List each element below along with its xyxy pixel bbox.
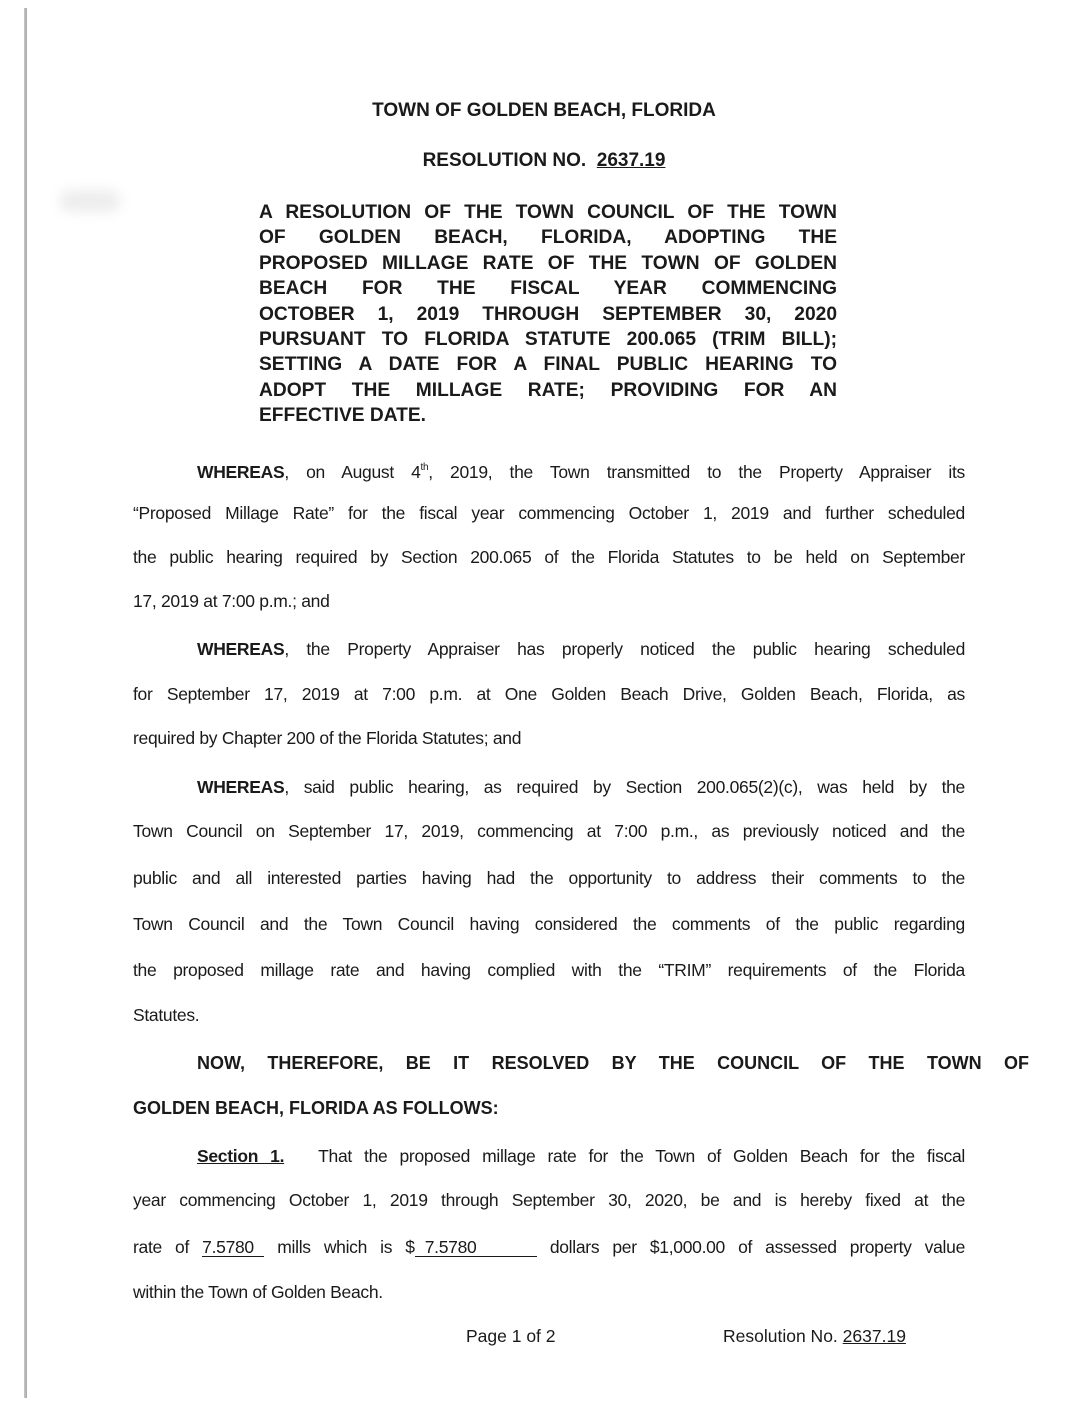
whereas-keyword: WHEREAS	[197, 777, 285, 797]
town-title: TOWN OF GOLDEN BEACH, FLORIDA	[372, 100, 716, 121]
whereas-3-line: the proposed millage rate and having complied with the “TRIM” requirements of the Florida	[133, 960, 965, 980]
dollars-value: 7.5780	[415, 1238, 537, 1257]
resolution-number: 2637.19	[596, 150, 666, 171]
footer-resolution-number: 2637.19	[842, 1326, 906, 1346]
footer-resolution	[723, 1326, 906, 1347]
whereas-keyword: WHEREAS	[197, 462, 285, 482]
whereas-1-line: “Proposed Millage Rate” for the fiscal year commencing October 1, 2019 and further scheduled	[133, 503, 965, 523]
whereas-text: , said public hearing, as required by Section 200.065(2)(c), was held by the	[284, 777, 965, 797]
mills-value: 7.5780	[202, 1238, 264, 1257]
scan-binding-edge	[24, 8, 27, 1398]
section-1-line	[133, 1237, 965, 1258]
caption-line: OF GOLDEN BEACH, FLORIDA, ADOPTING THE	[259, 227, 837, 249]
caption-line: PROPOSED MILLAGE RATE OF THE TOWN OF GOLDEN	[259, 252, 837, 274]
section-text: That the proposed millage rate for the Town of Golden Beach for the fiscal	[318, 1146, 965, 1166]
whereas-1-line: 17, 2019 at 7:00 p.m.; and	[133, 591, 330, 611]
footer-resolution-label: Resolution No.	[723, 1326, 838, 1346]
page-number: Page 1 of 2	[466, 1326, 556, 1346]
caption-line: SETTING A DATE FOR A FINAL PUBLIC HEARING TO	[259, 354, 837, 376]
resolved-clause-line: GOLDEN BEACH, FLORIDA AS FOLLOWS:	[133, 1098, 499, 1118]
whereas-text: , 2019, the Town transmitted to the Property Appraiser its	[428, 462, 965, 482]
whereas-3-line: Statutes.	[133, 1005, 200, 1025]
section-text: dollars per $1,000.00 of assessed property value	[549, 1237, 966, 1257]
section-1-line: year commencing October 1, 2019 through September 30, 2020, be and is hereby fixed at the	[133, 1190, 965, 1210]
whereas-3-line: Town Council on September 17, 2019, commencing at 7:00 p.m., as previously noticed and the	[133, 821, 965, 841]
section-text: rate of	[133, 1237, 190, 1257]
caption-line: A RESOLUTION OF THE TOWN COUNCIL OF THE TOWN	[259, 202, 837, 223]
whereas-1-line: the public hearing required by Section 200.065 of the Florida Statutes to be held on September	[133, 547, 965, 567]
whereas-1-line	[133, 462, 965, 483]
resolution-heading	[0, 150, 1088, 172]
whereas-3-line: Town Council and the Town Council having considered the comments of the public regarding	[133, 914, 965, 934]
ordinal-suffix: th	[420, 462, 429, 473]
whereas-text: , the Property Appraiser has properly noticed the public hearing scheduled	[284, 639, 965, 659]
caption-line: PURSUANT TO FLORIDA STATUTE 200.065 (TRIM BILL);	[259, 329, 837, 351]
whereas-text: , on August 4	[284, 462, 421, 482]
caption-line: ADOPT THE MILLAGE RATE; PROVIDING FOR AN	[259, 379, 837, 401]
whereas-3-line	[133, 777, 965, 798]
section-1-line: within the Town of Golden Beach.	[133, 1282, 383, 1302]
section-text: mills which is $	[277, 1237, 415, 1257]
resolution-caption	[259, 200, 837, 429]
whereas-keyword: WHEREAS	[197, 639, 285, 659]
scan-smudge	[60, 190, 120, 212]
caption-line: OCTOBER 1, 2019 THROUGH SEPTEMBER 30, 2020	[259, 303, 837, 325]
section-1-line	[133, 1146, 965, 1167]
resolution-label: RESOLUTION NO.	[422, 150, 587, 171]
whereas-2-line: required by Chapter 200 of the Florida Statutes; and	[133, 728, 522, 748]
whereas-2-line: for September 17, 2019 at 7:00 p.m. at One Golden Beach Drive, Golden Beach, Florida, as	[133, 684, 965, 704]
caption-line: BEACH FOR THE FISCAL YEAR COMMENCING	[259, 278, 837, 300]
whereas-3-line: public and all interested parties having had the opportunity to address their comments to the	[133, 868, 965, 888]
resolved-clause-line: NOW, THEREFORE, BE IT RESOLVED BY THE COUNCIL OF THE TOWN OF	[197, 1053, 1029, 1073]
whereas-2-line	[133, 639, 965, 660]
caption-line: EFFECTIVE DATE.	[259, 405, 427, 427]
section-1-heading: Section 1.	[197, 1146, 285, 1166]
